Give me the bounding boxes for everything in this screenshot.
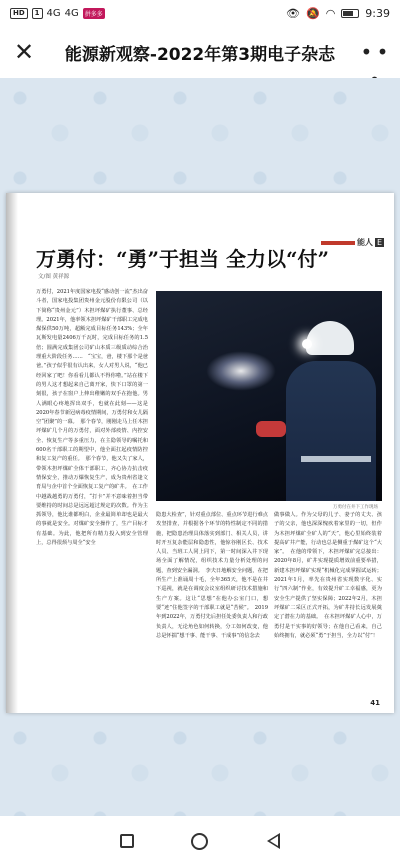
article-column-3: 做事做人。作为父母的儿子、妻子的丈夫、孩子的父亲，他也深深愧疚着家里的一切，但作为木担坪煤矿全矿人的“天”，他心里始终装着提高矿井产能，行动也总是侧重于煤矿这个“大家”。 在他的带领下，木担坪煤矿完总接出：2020年8月，矿井实现提质增效前重要举措，新建木担坪煤矿实现“机械化完成掌握试运转；2021年1月，率先在贵州省实现数字化、实行“四六制”作业，有效提升矿工幸福感，更为安全生产提供了坚实保障；2022年2月，木担坪煤矿二采区正式开拓，为矿井持长远发展奠定了潜在力的基础。 在木担坪煤矿人心中，万勇付是干实事的好领导；在他自己看来，自己始终拥有，就必须“勇”于担当，全力以“付”！: [274, 512, 382, 639]
triangle-back-icon[interactable]: [264, 832, 282, 850]
article-column-2: 隐患大检查”，针对重点部位、重点环节进行难点攻坚排查，并根据各个环节的特性制定不同的措施，把隐患治理具体落实到部门、相关人员，讲时开互复杂能层和隐患性，他惊谷刚区长、技术人员、当班工人同上同下，第一时间深入井下现场全面了解情况，组织技术力量分析处理的问题，查到安全漏洞。 李夫日地解安全问题，在把所生产上准诵周十毛，全年365天，他不是在井下巡视，就是在调度会议室组织研讨技术措施和生产方案。这让“思想”在他办公室门口，想要“迹”住他签字的干部职工就是“苦候”。 2019年到2022年，万勇付先后担任处委负责人和行政负责人，无论角色如何转换，分工如何改变，他总是怀揣“想干事、能干事、干成事”的信念去: [156, 512, 268, 639]
miner-photo: [156, 291, 382, 501]
section-label: 能人: [356, 238, 373, 247]
helmet: [306, 321, 354, 355]
signal-4g-1: 4G: [46, 7, 61, 19]
clock: 9:39: [365, 6, 390, 20]
system-nav-bar: [0, 816, 400, 866]
page-fold: [6, 193, 18, 713]
signal-4g-2: 4G: [64, 7, 79, 19]
flashlight: [256, 421, 286, 437]
more-icon[interactable]: • •: [360, 40, 388, 64]
wifi-icon: ◠: [325, 6, 336, 20]
miner-figure: [286, 361, 376, 501]
hd-badge: HD: [10, 8, 28, 19]
photo-caption: 万勇付在井下工作现场: [333, 505, 378, 510]
close-icon[interactable]: ✕: [13, 38, 35, 66]
article-headline: 万勇付：“勇”于担当 全力以“付”: [36, 247, 329, 271]
page-number: 41: [370, 699, 380, 707]
lamp-beam: [206, 351, 276, 391]
circle-icon[interactable]: [191, 832, 209, 850]
helmet-lamp: [302, 339, 312, 349]
title-bar: [0, 26, 400, 78]
section-tag: [321, 237, 384, 248]
article-column-1: 万勇付，2021年度国家电投“感动创一流”杰出奋斗者，国家电投集团贵州金元股份有限公司（以下简称“贵州金元”）木担坪煤矿执行董事、总经理。2021年，他率领木担坪煤矿干部职工完成电煤保供50万吨，超额完成目标任务143%；全年瓦斯发电量2406万千瓦时，完成目标任务的1.5倍；圆满完成集团公司矿山本质三级质动综合治理重大阶段任务…… “宝宝，爸，楼下那个是爸爸。”孩子似乎很有认出来，女人对男人说，“他已经回家了吧！你看看儿都认不得你啦。”站在楼下的男人这才想起来自己离开家，快下口罩的第一刻很，孩子在窗户上伸出稚嫩的双手在抱他。男人满眼心疼地挥出双手，也就在此刻——这是2020年春节新冠病毒疫情期间，万勇付和女儿隔空“团聚”的一幕。 那个春节，刚刚走马上任木担坪煤矿几个月的万勇付，面对外部疫情、内控安全、恢复生产等多重压力，在主隐领导的嘱托和600名干部职工的期望中，他全面扛起疫情防控和复工复产的重任。 那个春节，他又失了家人，带领木担坪煤矿全体干部职工，齐心协力抗击疫情保安全，推动万爆恢复生产，成为贵州省逢文育局与企中首个全面恢复工复产的矿井。 在工作中越战越勇的万勇付，“打卡”并不意味着担当带要维持的时间总是远远超过规定的次数。作为主抓领导，他比谁都明白，企业最简单却也是最大的事就是安全。对煤矿安全操作了，生产目标才有基础。为此，他把所有精力投入到安全管理上，总得很烦与周全“安全: [36, 289, 148, 547]
eye-icon: 👁: [286, 6, 300, 20]
status-bar: [0, 0, 400, 26]
magazine-page[interactable]: [6, 193, 394, 713]
battery-icon: [341, 9, 359, 18]
status-right: [286, 7, 390, 20]
sim-badge: 1: [32, 8, 43, 19]
reflective-stripe: [301, 456, 371, 462]
section-letter: E: [376, 238, 382, 247]
app-notification-icon: 拼多多: [83, 8, 105, 19]
article-byline: 文/图 黄祥源: [38, 274, 70, 280]
square-icon[interactable]: [118, 832, 136, 850]
mute-icon: 🔕: [305, 6, 320, 20]
page-title: 能源新观察-2022年第3期电子杂志: [64, 44, 336, 65]
status-left: [10, 8, 105, 19]
